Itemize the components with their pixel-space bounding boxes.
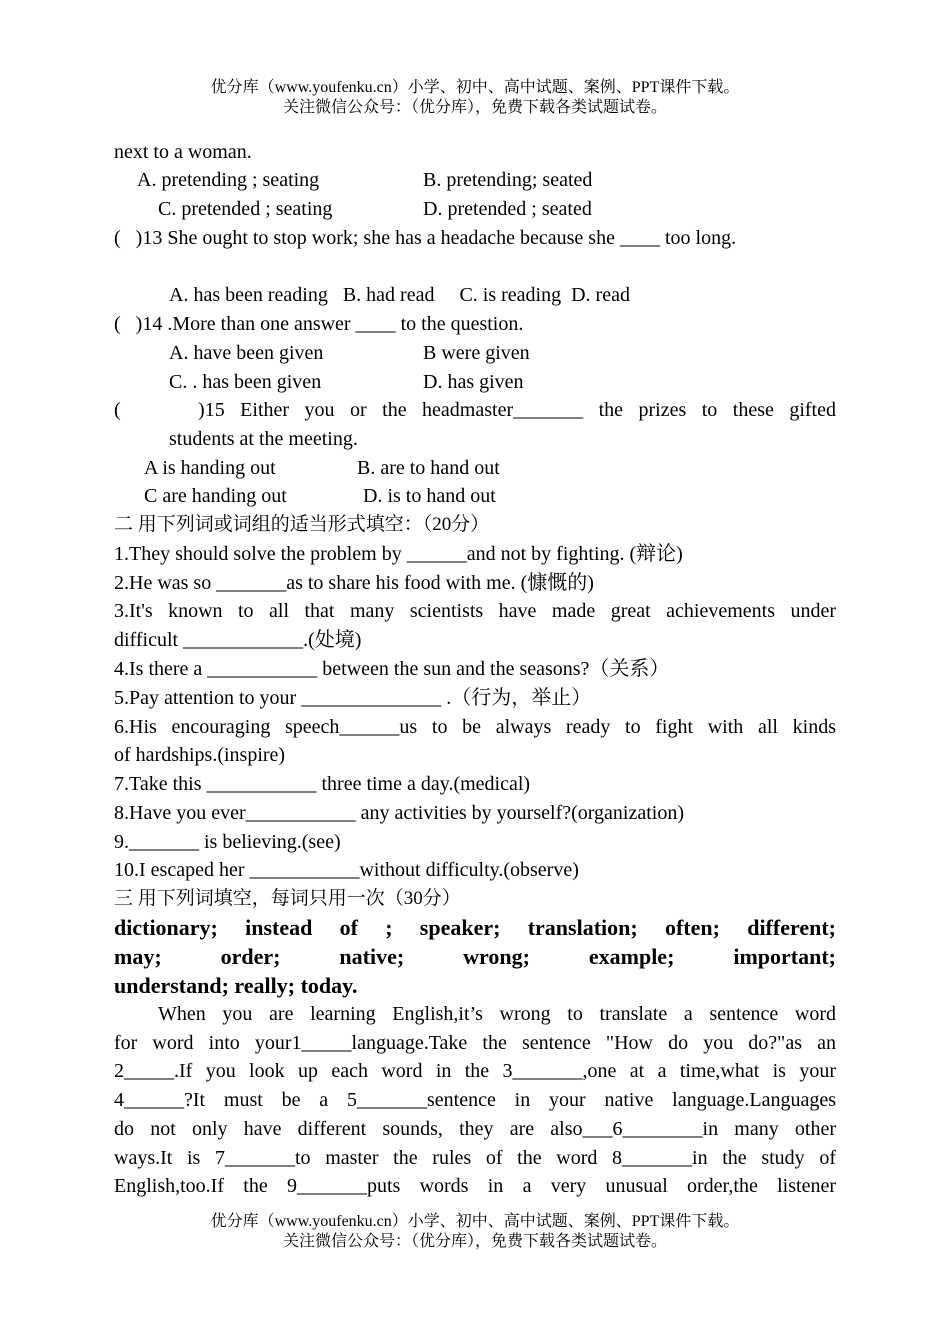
q15-option-b: B. are to hand out: [357, 457, 500, 479]
section-2-item-6-continued: of hardships.(inspire): [114, 744, 286, 766]
section-2-item-9: 9._______ is believing.(see): [114, 831, 341, 853]
page-header-line-1: 优分库（www.youfenku.cn）小学、初中、高中试题、案例、PPT课件下载。: [210, 79, 740, 96]
q12-option-a: A. pretending ; seating: [137, 169, 320, 191]
section-2-item-3: 3.It's known to all that many scientists have made great achievements under: [114, 600, 836, 622]
q15-stem-continued: students at the meeting.: [169, 428, 358, 450]
q14-option-a: A. have been given: [169, 342, 324, 364]
q15-option-c: C are handing out: [144, 485, 287, 507]
word-bank-line-3: understand; really; today.: [114, 973, 358, 998]
section-3-title: 三 用下列词填空，每词只用一次（30分）: [114, 888, 461, 909]
section-2-item-8: 8.Have you ever___________ any activities by yourself?(organization): [114, 802, 685, 824]
word-bank-line-2: may; order; native; wrong; example; important;: [114, 944, 836, 969]
passage-line-2: for word into your1_____language.Take the sentence "How do you do?"as an: [114, 1032, 836, 1054]
passage-line-4: 4______?It must be a 5_______sentence in your native language.Languages: [114, 1089, 836, 1111]
passage-line-3: 2_____.If you look up each word in the 3_______,one at a time,what is your: [114, 1060, 836, 1082]
q14-option-b: B were given: [423, 342, 530, 364]
q14-option-d: D. has given: [423, 371, 524, 393]
section-2-item-6: 6.His encouraging speech______us to be always ready to fight with all kinds: [114, 716, 836, 738]
q15-stem: ( )15 Either you or the headmaster_______ the prizes to these gifted: [114, 399, 836, 421]
passage-line-6: ways.It is 7_______to master the rules of the word 8_______in the study of: [114, 1147, 836, 1169]
q12-stem-tail: next to a woman.: [114, 141, 252, 163]
word-bank-line-1: dictionary; instead of ; speaker; translation; often; different;: [114, 915, 836, 940]
section-2-item-1: 1.They should solve the problem by ______and not by fighting. (辩论): [114, 543, 683, 565]
q14-option-c: C. . has been given: [169, 371, 322, 393]
section-2-title: 二 用下列词或词组的适当形式填空：（20分）: [114, 514, 490, 535]
q15-option-d: D. is to hand out: [363, 485, 496, 507]
q14-stem: ( )14 .More than one answer ____ to the question.: [114, 313, 524, 335]
section-2-item-4: 4.Is there a ___________ between the sun and the seasons?（关系）: [114, 658, 670, 680]
page-header-line-2: 关注微信公众号：（优分库），免费下载各类试题试卷。: [282, 99, 667, 116]
q12-option-c: C. pretended ; seating: [158, 198, 333, 220]
q12-option-d: D. pretended ; seated: [423, 198, 592, 220]
section-2-item-10: 10.I escaped her ___________without difficulty.(observe): [114, 859, 579, 881]
q12-option-b: B. pretending; seated: [423, 169, 593, 191]
q13-stem: ( )13 She ought to stop work; she has a headache because she ____ too long.: [114, 227, 737, 249]
section-2-item-5: 5.Pay attention to your ______________ .（行为，举止）: [114, 687, 592, 709]
q13-options: A. has been reading B. had read C. is reading D. read: [169, 284, 630, 306]
page-footer-line-2: 关注微信公众号：（优分库），免费下载各类试题试卷。: [282, 1233, 667, 1250]
passage-line-1: When you are learning English,it’s wrong to translate a sentence word: [158, 1003, 836, 1025]
section-2-item-7: 7.Take this ___________ three time a day.(medical): [114, 773, 531, 795]
q15-option-a: A is handing out: [144, 457, 276, 479]
passage-line-7: English,too.If the 9_______puts words in a very unusual order,the listener: [114, 1175, 836, 1197]
passage-line-5: do not only have different sounds, they are also___6________in many other: [114, 1118, 836, 1140]
section-2-item-2: 2.He was so _______as to share his food with me. (慷慨的): [114, 572, 594, 594]
page-footer-line-1: 优分库（www.youfenku.cn）小学、初中、高中试题、案例、PPT课件下载。: [210, 1213, 740, 1230]
section-2-item-3-continued: difficult ____________.(处境): [114, 629, 362, 651]
